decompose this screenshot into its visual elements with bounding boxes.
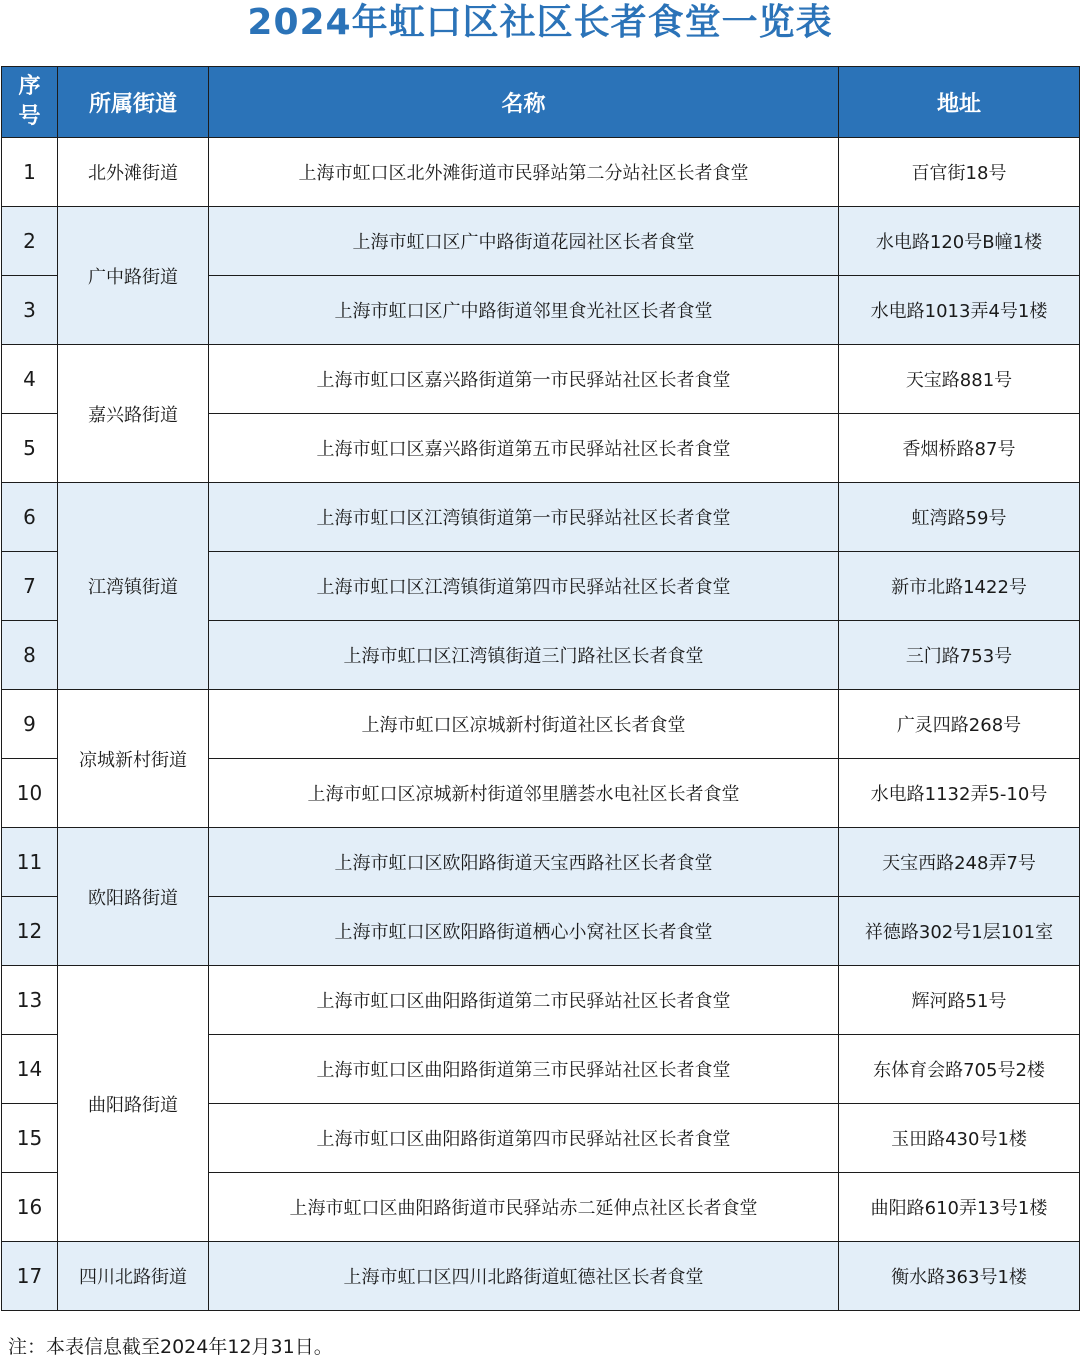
canteen-name: 上海市虹口区四川北路街道虹德社区长者食堂: [209, 1242, 839, 1311]
canteen-address: 百官街18号: [839, 138, 1080, 207]
canteen-name: 上海市虹口区嘉兴路街道第一市民驿站社区长者食堂: [209, 345, 839, 414]
header-name: 名称: [209, 67, 839, 138]
canteen-address: 天宝路881号: [839, 345, 1080, 414]
canteen-name: 上海市虹口区曲阳路街道第三市民驿站社区长者食堂: [209, 1035, 839, 1104]
canteen-address: 水电路1013弄4号1楼: [839, 276, 1080, 345]
table-header-row: [2, 67, 1080, 138]
canteen-name: 上海市虹口区欧阳路街道栖心小窝社区长者食堂: [209, 897, 839, 966]
canteen-address: 水电路1132弄5-10号: [839, 759, 1080, 828]
canteen-name: 上海市虹口区曲阳路街道第二市民驿站社区长者食堂: [209, 966, 839, 1035]
table-row: [2, 345, 1080, 414]
canteen-address: 衡水路363号1楼: [839, 1242, 1080, 1311]
canteen-address: 玉田路430号1楼: [839, 1104, 1080, 1173]
district-cell: 欧阳路街道: [58, 828, 209, 966]
canteen-name: 上海市虹口区凉城新村街道社区长者食堂: [209, 690, 839, 759]
row-number: 14: [2, 1035, 58, 1104]
district-cell: 广中路街道: [58, 207, 209, 345]
row-number: 4: [2, 345, 58, 414]
district-cell: 曲阳路街道: [58, 966, 209, 1242]
canteen-address: 辉河路51号: [839, 966, 1080, 1035]
canteen-name: 上海市虹口区北外滩街道市民驿站第二分站社区长者食堂: [209, 138, 839, 207]
header-district: 所属街道: [58, 67, 209, 138]
canteen-name: 上海市虹口区曲阳路街道市民驿站赤二延伸点社区长者食堂: [209, 1173, 839, 1242]
canteen-name: 上海市虹口区江湾镇街道第四市民驿站社区长者食堂: [209, 552, 839, 621]
row-number: 16: [2, 1173, 58, 1242]
canteen-address: 虹湾路59号: [839, 483, 1080, 552]
district-cell: 北外滩街道: [58, 138, 209, 207]
header-seq-line2: 号: [18, 104, 41, 129]
district-cell: 江湾镇街道: [58, 483, 209, 690]
canteen-address: 三门路753号: [839, 621, 1080, 690]
canteen-address: 香烟桥路87号: [839, 414, 1080, 483]
canteen-address: 天宝西路248弄7号: [839, 828, 1080, 897]
row-number: 15: [2, 1104, 58, 1173]
table-row: [2, 828, 1080, 897]
canteen-address: 水电路120号B幢1楼: [839, 207, 1080, 276]
header-address: 地址: [839, 67, 1080, 138]
table-row: [2, 690, 1080, 759]
canteen-name: 上海市虹口区江湾镇街道第一市民驿站社区长者食堂: [209, 483, 839, 552]
row-number: 2: [2, 207, 58, 276]
table-row: [2, 966, 1080, 1035]
page-title: 2024年虹口区社区长者食堂一览表: [247, 2, 833, 43]
row-number: 13: [2, 966, 58, 1035]
row-number: 5: [2, 414, 58, 483]
table-row: [2, 1242, 1080, 1311]
row-number: 12: [2, 897, 58, 966]
row-number: 17: [2, 1242, 58, 1311]
canteen-name: 上海市虹口区广中路街道邻里食光社区长者食堂: [209, 276, 839, 345]
row-number: 1: [2, 138, 58, 207]
canteen-address: 祥德路302号1层101室: [839, 897, 1080, 966]
canteen-name: 上海市虹口区曲阳路街道第四市民驿站社区长者食堂: [209, 1104, 839, 1173]
table-row: [2, 138, 1080, 207]
row-number: 6: [2, 483, 58, 552]
row-number: 7: [2, 552, 58, 621]
footnote: 注：本表信息截至2024年12月31日。: [8, 1336, 333, 1358]
canteen-name: 上海市虹口区欧阳路街道天宝西路社区长者食堂: [209, 828, 839, 897]
row-number: 11: [2, 828, 58, 897]
row-number: 8: [2, 621, 58, 690]
table-row: [2, 483, 1080, 552]
canteen-table: [1, 66, 1080, 1311]
canteen-name: 上海市虹口区嘉兴路街道第五市民驿站社区长者食堂: [209, 414, 839, 483]
header-seq: [2, 67, 58, 138]
table-row: [2, 207, 1080, 276]
canteen-name: 上海市虹口区凉城新村街道邻里膳荟水电社区长者食堂: [209, 759, 839, 828]
district-cell: 凉城新村街道: [58, 690, 209, 828]
canteen-name: 上海市虹口区江湾镇街道三门路社区长者食堂: [209, 621, 839, 690]
canteen-address: 东体育会路705号2楼: [839, 1035, 1080, 1104]
row-number: 10: [2, 759, 58, 828]
header-seq-line1: 序: [18, 74, 41, 99]
row-number: 3: [2, 276, 58, 345]
canteen-address: 广灵四路268号: [839, 690, 1080, 759]
row-number: 9: [2, 690, 58, 759]
district-cell: 四川北路街道: [58, 1242, 209, 1311]
district-cell: 嘉兴路街道: [58, 345, 209, 483]
canteen-name: 上海市虹口区广中路街道花园社区长者食堂: [209, 207, 839, 276]
canteen-address: 曲阳路610弄13号1楼: [839, 1173, 1080, 1242]
canteen-address: 新市北路1422号: [839, 552, 1080, 621]
